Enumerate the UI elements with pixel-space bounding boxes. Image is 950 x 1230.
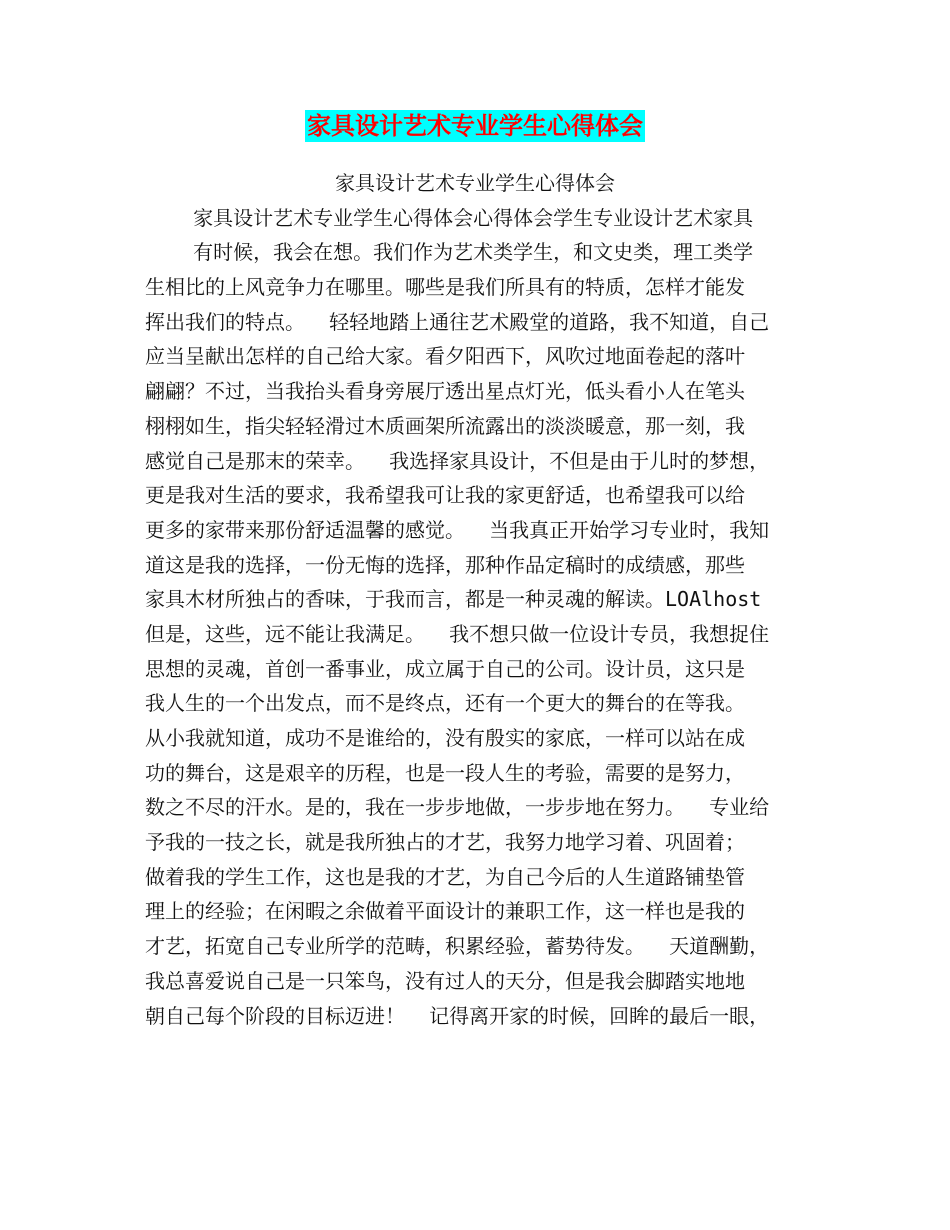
body-line: 更是我对生活的要求，我希望我可让我的家更舒适，也希望我可以给 bbox=[145, 483, 745, 508]
document-title: 家具设计艺术专业学生心得体会 bbox=[307, 111, 643, 140]
body-line: 我总喜爱说自己是一只笨鸟，没有过人的天分，但是我会脚踏实地地 bbox=[145, 968, 745, 993]
body-heading: 家具设计艺术专业学生心得体会 bbox=[335, 171, 615, 195]
body-line: 思想的灵魂，首创一番事业，成立属于自己的公司。设计员，这只是 bbox=[145, 656, 745, 681]
body-line: 有时候，我会在想。我们作为艺术类学生，和文史类，理工类学 bbox=[145, 240, 754, 265]
body-line: 生相比的上风竞争力在哪里。哪些是我们所具有的特质，怎样才能发 bbox=[145, 275, 745, 300]
body-line: 更多的家带来那份舒适温馨的感觉。 当我真正开始学习专业时，我知 bbox=[145, 517, 770, 542]
body-line: 挥出我们的特点。 轻轻地踏上通往艺术殿堂的道路，我不知道，自己 bbox=[145, 309, 770, 334]
body-line: 数之不尽的汗水。是的，我在一步步地做，一步步地在努力。 专业给 bbox=[145, 795, 770, 820]
body-line: 才艺，拓宽自己专业所学的范畴，积累经验，蓄势待发。 天道酬勤， bbox=[145, 934, 770, 959]
body-line: 翩翩？不过，当我抬头看身旁展厅透出星点灯光，低头看小人在笔头 bbox=[145, 379, 745, 404]
body-line: 但是，这些，远不能让我满足。 我不想只做一位设计专员，我想捉住 bbox=[145, 621, 770, 646]
body-line: 理上的经验；在闲暇之余做着平面设计的兼职工作，这一样也是我的 bbox=[145, 899, 745, 924]
body-line: 朝自己每个阶段的目标迈进！ 记得离开家的时候，回眸的最后一眼， bbox=[145, 1003, 770, 1028]
body-line: 家具木材所独占的香味，于我而言，都是一种灵魂的解读。LOAlhost bbox=[145, 587, 762, 612]
body-line: 功的舞台，这是艰辛的历程，也是一段人生的考验，需要的是努力， bbox=[145, 760, 745, 785]
body-line: 家具设计艺术专业学生心得体会心得体会学生专业设计艺术家具 bbox=[145, 205, 754, 230]
body-line: 我人生的一个出发点，而不是终点，还有一个更大的舞台的在等我。 bbox=[145, 691, 745, 716]
body-line: 做着我的学生工作，这也是我的才艺，为自己今后的人生道路铺垫管 bbox=[145, 864, 745, 889]
body-line: 道这是我的选择，一份无悔的选择，那种作品定稿时的成绩感，那些 bbox=[145, 552, 745, 577]
document-body bbox=[145, 166, 805, 1033]
body-line: 感觉自己是那末的荣幸。 我选择家具设计，不但是由于儿时的梦想， bbox=[145, 448, 770, 473]
title-container bbox=[0, 110, 950, 142]
body-line: 从小我就知道，成功不是谁给的，没有殷实的家底，一样可以站在成 bbox=[145, 726, 745, 750]
body-line: 应当呈献出怎样的自己给大家。看夕阳西下，风吹过地面卷起的落叶 bbox=[145, 344, 745, 369]
body-line: 予我的一技之长，就是我所独占的才艺，我努力地学习着、巩固着； bbox=[145, 830, 745, 855]
body-line: 栩栩如生，指尖轻轻滑过木质画架所流露出的淡淡暖意，那一刻，我 bbox=[145, 413, 745, 438]
